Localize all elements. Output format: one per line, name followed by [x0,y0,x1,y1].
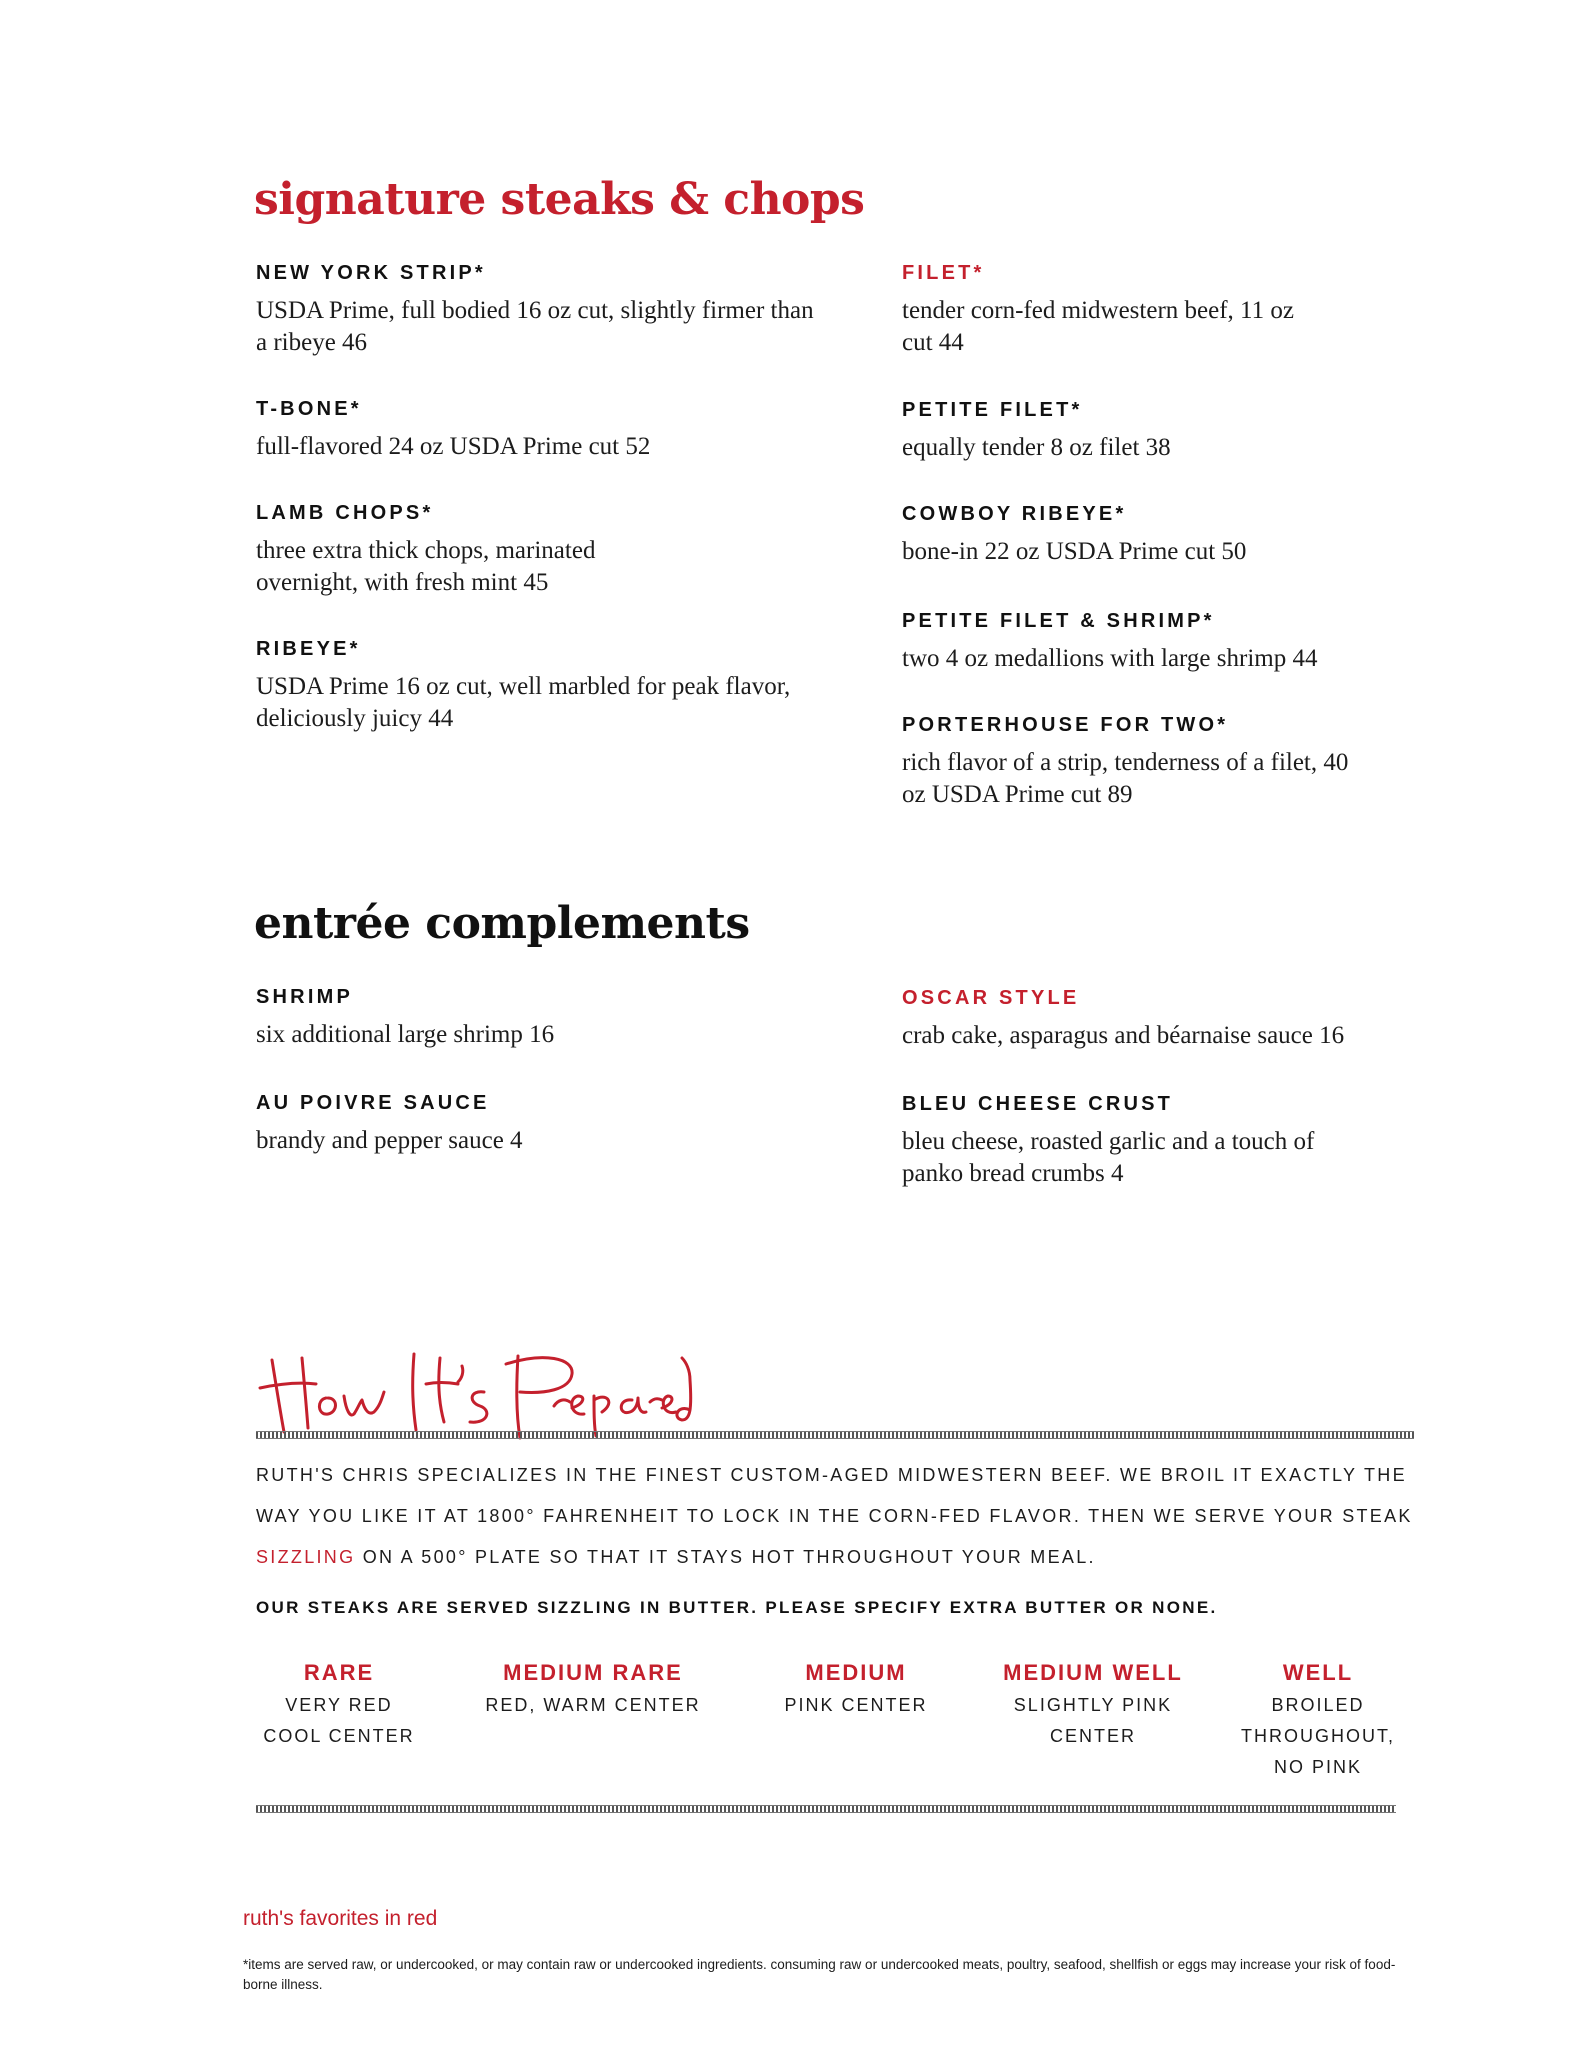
temp-medium-well [1003,1658,1183,1752]
menu-item-name: LAMB CHOPS* [256,502,434,524]
menu-item-desc: full-flavored 24 oz USDA Prime cut 52 [256,433,651,460]
decorative-rule-top [256,1431,1414,1439]
temp-desc-line: THROUGHOUT, [1241,1726,1395,1746]
menu-item [902,1094,1402,1190]
menu-item-desc: three extra thick chops, marinated overnight, with fresh mint 45 [256,537,596,596]
menu-item [902,988,1402,1052]
menu-item-name: COWBOY RIBEYE* [902,503,1127,525]
favorites-note: ruth's favorites in red [243,1907,438,1930]
raw-food-disclaimer: *items are served raw, or undercooked, or may contain raw or undercooked ingredients. consuming raw or undercooked meats, poultry, seafood, shellfish or eggs may increase your risk of food-borne illness. [243,1957,1396,1992]
menu-item-desc: bleu cheese, roasted garlic and a touch of panko bread crumbs 4 [902,1128,1315,1187]
temp-desc-line: CENTER [1049,1726,1136,1746]
decorative-rule-bottom [256,1805,1396,1813]
menu-item-name: BLEU CHEESE CRUST [902,1093,1174,1115]
preparation-text-after: ON A 500° PLATE SO THAT IT STAYS HOT THROUGHOUT YOUR MEAL. [362,1547,1096,1567]
menu-item-name: FILET* [902,262,985,284]
menu-item-name: RIBEYE* [256,638,361,660]
temp-desc-line: VERY RED [285,1695,393,1715]
complements-section-title: entrée complements [254,898,750,949]
temp-name: MEDIUM [805,1660,907,1685]
complements-left-column [256,986,816,1154]
temp-medium-rare [485,1658,700,1721]
temp-desc-line: SLIGHTLY PINK [1013,1695,1173,1715]
menu-item-name: PETITE FILET* [902,399,1083,421]
menu-item-desc: USDA Prime 16 oz cut, well marbled for peak flavor, deliciously juicy 44 [256,673,791,732]
signature-section-title: signature steaks & chops [254,174,865,225]
menu-item-desc: equally tender 8 oz filet 38 [902,434,1171,461]
signature-left-column [256,262,816,732]
menu-item-name: OSCAR STYLE [902,987,1080,1009]
temp-name: MEDIUM WELL [1003,1660,1183,1685]
menu-item-desc: rich flavor of a strip, tenderness of a filet, 40 oz USDA Prime cut 89 [902,749,1349,808]
temp-name: MEDIUM RARE [503,1660,683,1685]
temp-name: RARE [303,1660,375,1685]
menu-item-desc: tender corn-fed midwestern beef, 11 oz cut 44 [902,297,1294,356]
menu-item-name: SHRIMP [256,986,353,1008]
temp-rare [263,1658,414,1752]
menu-item-desc: bone-in 22 oz USDA Prime cut 50 [902,538,1247,565]
complements-right-column [902,987,1402,1187]
menu-item-name: AU POIVRE SAUCE [256,1092,490,1114]
menu-item [902,504,1402,568]
menu-item [256,1093,816,1157]
preparation-text-before: RUTH'S CHRIS SPECIALIZES IN THE FINEST CUSTOM-AGED MIDWESTERN BEEF. WE BROIL IT EXACTLY THE WAY YOU LIKE IT AT 1800° FAHRENHEIT TO LOCK IN THE CORN-FED FLAVOR. THEN WE SERVE YOUR STEAK [256,1465,1413,1526]
signature-right-column [902,262,1402,808]
menu-item-desc: USDA Prime, full bodied 16 oz cut, slightly firmer than a ribeye 46 [256,297,814,356]
menu-item [902,400,1402,464]
menu-item-desc: brandy and pepper sauce 4 [256,1127,523,1154]
temp-medium [784,1658,927,1721]
temp-desc-line: COOL CENTER [263,1726,415,1746]
butter-note: OUR STEAKS ARE SERVED SIZZLING IN BUTTER. PLEASE SPECIFY EXTRA BUTTER OR NONE. [256,1598,1218,1617]
menu-item-name: PETITE FILET & SHRIMP* [902,610,1215,632]
temp-desc-line: NO PINK [1273,1757,1362,1777]
menu-item-name: PORTERHOUSE FOR TWO* [902,714,1229,736]
temp-desc-line: RED, WARM CENTER [485,1695,701,1715]
temp-well [1241,1658,1395,1783]
temp-desc-line: BROILED [1271,1695,1365,1715]
how-its-prepared-script-title [254,1340,694,1440]
temp-name: WELL [1282,1660,1354,1685]
menu-item-desc: two 4 oz medallions with large shrimp 44 [902,645,1318,672]
menu-item [256,399,816,463]
preparation-description [256,1455,1426,1578]
menu-item [902,611,1402,675]
menu-item [902,263,1402,359]
sizzling-highlight: SIZZLING [256,1547,356,1567]
menu-item-desc: crab cake, asparagus and béarnaise sauce 16 [902,1022,1345,1049]
menu-item-name: NEW YORK STRIP* [256,262,486,284]
menu-item-name: T-BONE* [256,398,362,420]
menu-item [902,715,1402,811]
menu-item [256,987,816,1051]
doneness-temperatures [0,1658,1582,1778]
menu-item-desc: six additional large shrimp 16 [256,1021,555,1048]
menu-item [256,639,816,735]
menu-item [256,503,816,599]
menu-item [256,263,816,359]
temp-desc-line: PINK CENTER [784,1695,928,1715]
